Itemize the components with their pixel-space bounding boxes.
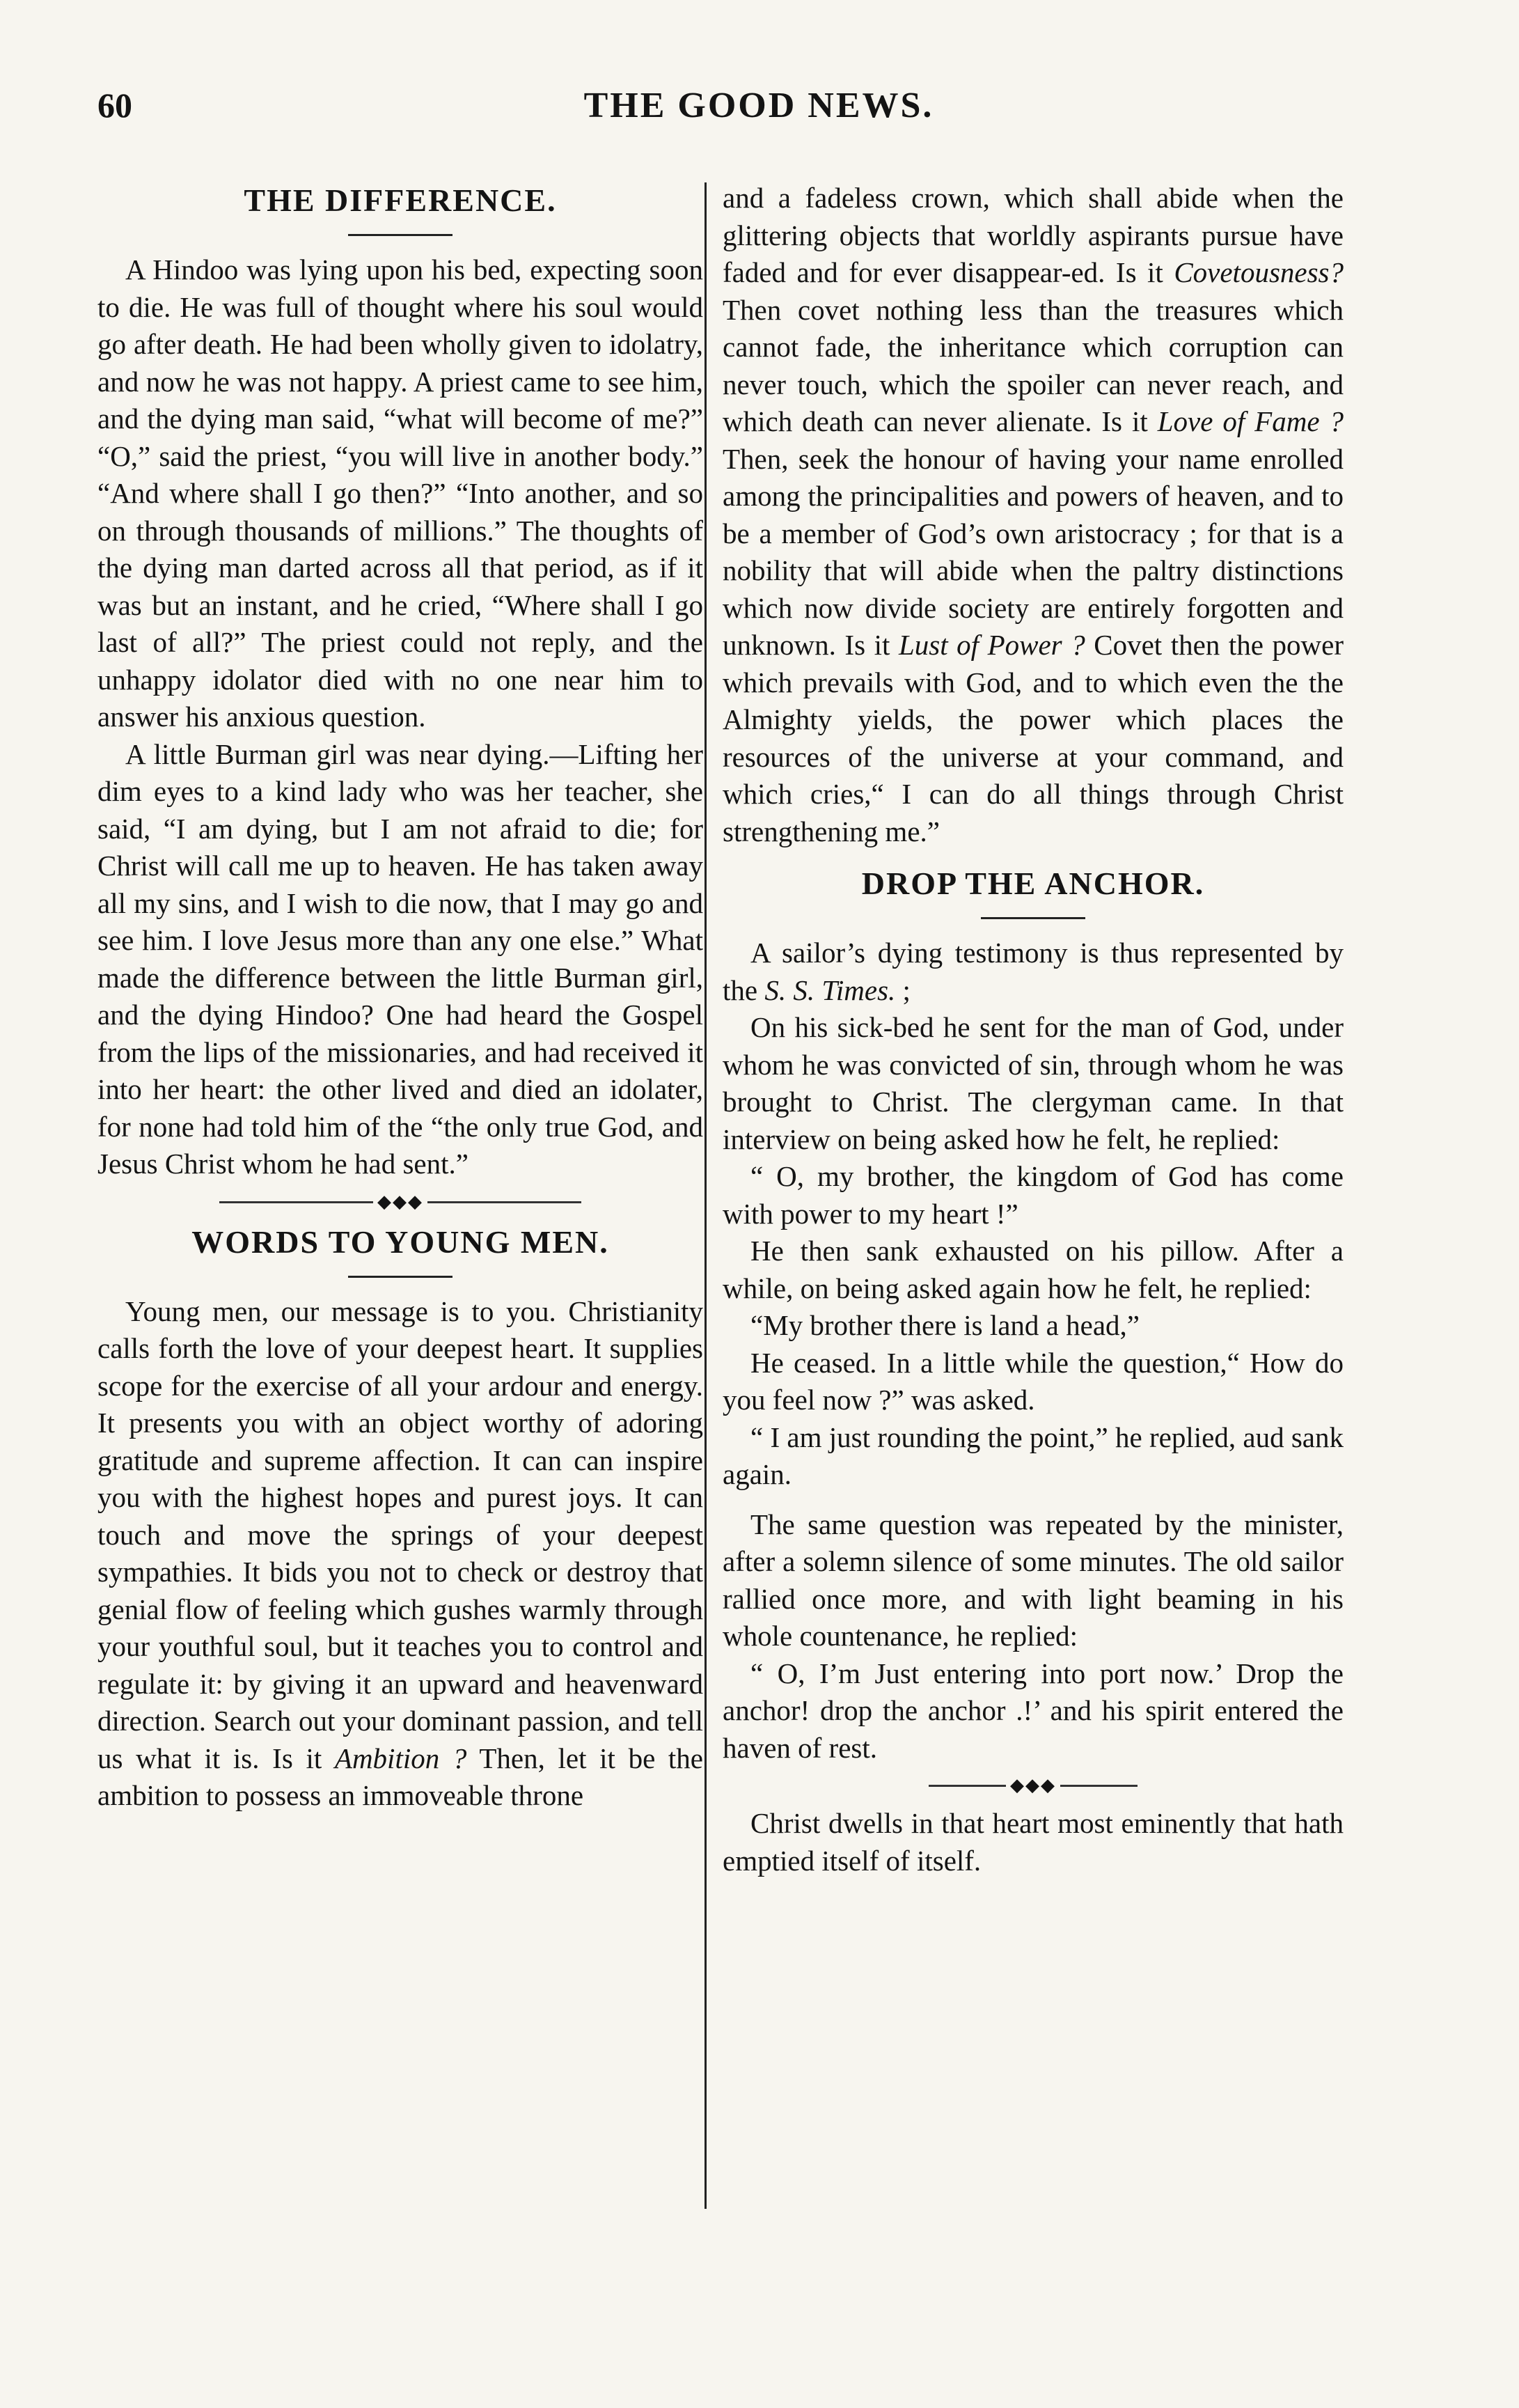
paragraph-anchor-3: He then sank exhausted on his pillow. After a while, on being asked again how he felt, he replied: bbox=[723, 1235, 1344, 1304]
paragraph-anchor-1: On his sick-bed he sent for the man of God, under whom he was convicted of sin, through whom he was brought to Christ. The clergyman came. In that interview on being asked how he felt, he replied: bbox=[723, 1011, 1344, 1155]
page-number: 60 bbox=[97, 86, 132, 125]
paragraph-closing: Christ dwells in that heart most eminently that hath emptied itself of itself. bbox=[723, 1807, 1344, 1877]
paragraph-young-men-continued: and a fadeless crown, which shall abide when the glittering objects that worldly aspirants pursue have faded and for ever disappear-ed. Is it Covetousness? Then covet nothing less than the treasures which cannot fade, the inheritance which corruption can never touch, which the spoiler can never reach, and which death can never alienate. Is it Love of Fame ? Then, seek the honour of having your name enrolled among the principalities and powers of heaven, and to be a member of God’s own aristocracy ; for that is a nobility that will abide when the paltry distinctions which now divide society are entirely forgotten and unknown. Is it Lust of Power ? Covet then the power which prevails with God, and to which even the the Almighty yields, the power which places the resources of the universe at your command, and which cries,“ I can do all things through Christ strengthening me.” bbox=[723, 182, 1344, 847]
paragraph-hindoo: A Hindoo was lying upon his bed, expecting soon to die. He was full of thought where his soul would go after death. He had been wholly given to idolatry, and now he was not happy. A priest came to see him, and the dying man said, “what will become of me?” “O,” said the priest, “you will live in another body.” “And where shall I go then?” “Into another, and so on through thousands of millions.” The thoughts of the dying man darted across all that period, as if it was but an instant, and he cried, “Where shall I go last of all?” The priest could not reply, and the unhappy idolator died with no one near him to answer his anxious question. bbox=[97, 253, 703, 733]
paragraph-anchor-4: “My brother there is land a head,” bbox=[750, 1309, 1140, 1341]
heading-drop-the-anchor: DROP THE ANCHOR. bbox=[861, 866, 1205, 901]
column-divider bbox=[705, 182, 707, 2209]
italic-covetousness: Covetousness? bbox=[1174, 256, 1344, 288]
heading-rule bbox=[981, 917, 1085, 919]
right-column bbox=[723, 180, 1344, 1879]
paragraph-burman-girl: A little Burman girl was near dying.—Lifting her dim eyes to a kind lady who was her teacher, she said, “I am dying, but I am not afraid to die; for Christ will call me up to heaven. He has taken away all my sins, and I wish to die now, that I may go and see him. I love Jesus more than any one else.” What made the difference between the little Burman girl, and the dying Hindoo? One had heard the Gospel from the lips of the missionaries, and had received it into her heart: the other lived and died an idolater, for none had told him of the “the only true God, and Jesus Christ whom he had sent.” bbox=[97, 737, 703, 1180]
paragraph-young-men: Young men, our message is to you. Christianity calls forth the love of your deepest heart. It supplies scope for the exercise of all your ardour and energy. It presents you with an object worthy of adoring gratitude and supreme affection. It can can inspire you with the highest hopes and purest joys. It can touch and move the springs of your deepest sympathies. It bids you not to check or destroy that genial flow of feeling which gushes warmly through your youthful soul, but it teaches you to control and regulate it: by giving it an upward and heavenward direction. Search out your dominant passion, and tell us what it is. Is it Ambition ? Then, let it be the ambition to possess an immoveable throne bbox=[97, 1295, 704, 1811]
page-header bbox=[97, 85, 1420, 141]
heading-rule bbox=[348, 1276, 452, 1278]
paragraph-anchor-6: “ I am just rounding the point,” he replied, aud sank again. bbox=[723, 1421, 1344, 1490]
section-separator bbox=[219, 1191, 581, 1212]
ornament-icon: ◆◆◆ bbox=[373, 1191, 427, 1212]
heading-words-to-young-men: WORDS TO YOUNG MEN. bbox=[191, 1223, 609, 1260]
paragraph-anchor-intro: A sailor’s dying testimony is thus represented by the S. S. Times. ; bbox=[723, 937, 1344, 1006]
ornament-icon: ◆◆◆ bbox=[1006, 1775, 1060, 1796]
italic-source: S. S. Times. bbox=[764, 974, 896, 1006]
italic-lust-of-power: Lust of Power ? bbox=[898, 629, 1085, 661]
paragraph-anchor-8: “ O, I’m Just entering into port now.’ Drop the anchor! drop the anchor .!’ and his spirit entered the haven of rest. bbox=[723, 1657, 1344, 1764]
italic-ambition: Ambition ? bbox=[334, 1742, 467, 1774]
paragraph-anchor-7: The same question was repeated by the minister, after a solemn silence of some minutes. The old sailor rallied once more, and with light beaming in his whole countenance, he replied: bbox=[723, 1508, 1344, 1652]
section-separator bbox=[929, 1775, 1138, 1795]
heading-the-difference: THE DIFFERENCE. bbox=[244, 182, 557, 218]
paragraph-anchor-5: He ceased. In a little while the question,“ How do you feel now ?” was asked. bbox=[723, 1346, 1344, 1416]
running-title: THE GOOD NEWS. bbox=[583, 86, 934, 125]
left-column bbox=[97, 180, 703, 1815]
paragraph-anchor-2: “ O, my brother, the kingdom of God has come with power to my heart !” bbox=[723, 1160, 1344, 1230]
italic-love-of-fame: Love of Fame ? bbox=[1157, 405, 1344, 437]
heading-rule bbox=[348, 234, 452, 236]
